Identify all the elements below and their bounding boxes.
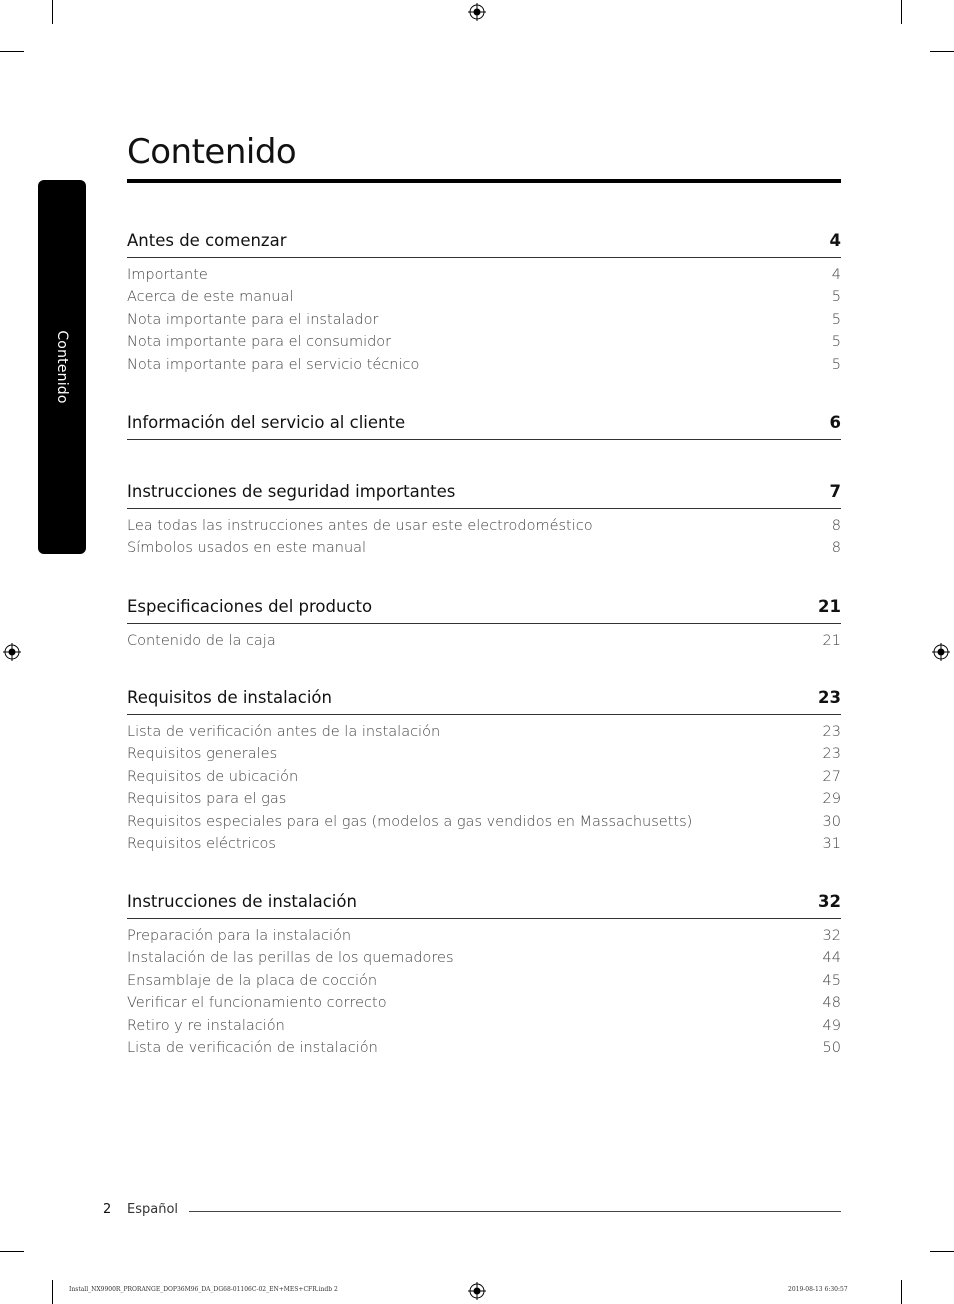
toc-entry-page: 50 — [822, 1040, 841, 1057]
toc-entry[interactable] — [127, 743, 841, 765]
toc-entry-page: 4 — [831, 267, 841, 283]
toc-entry-page: 5 — [831, 311, 841, 328]
toc-entry-text: Instalación de las perillas de los quemadores — [127, 950, 454, 967]
toc-section-page: 4 — [829, 231, 841, 250]
toc-section-heading[interactable] — [127, 688, 841, 715]
toc-entry-page: 21 — [822, 633, 841, 649]
toc-entry[interactable] — [127, 766, 841, 788]
toc-entry-page: 45 — [822, 972, 841, 989]
toc-entry[interactable] — [127, 264, 841, 286]
toc-entry[interactable] — [127, 992, 841, 1014]
crop-mark-bottom-left-h — [0, 1251, 24, 1252]
toc-entry[interactable] — [127, 286, 841, 308]
registration-mark-icon — [932, 643, 950, 661]
toc-entry-text: Lista de verificación antes de la instalación — [127, 724, 441, 740]
toc-entry-page: 23 — [822, 746, 841, 763]
toc-entry-page: 8 — [831, 540, 841, 557]
toc-entry[interactable] — [127, 309, 841, 331]
toc-entry-text: Requisitos para el gas — [127, 791, 287, 808]
crop-mark-bottom-right-v — [901, 1280, 902, 1304]
toc-entry-page: 30 — [822, 813, 841, 830]
toc-entry-text: Contenido de la caja — [127, 633, 276, 649]
toc-section-page: 23 — [818, 688, 841, 707]
toc-section-title: Requisitos de instalación — [127, 688, 332, 707]
toc-entry-text: Preparación para la instalación — [127, 928, 352, 944]
toc-entry[interactable] — [127, 1037, 841, 1059]
crop-mark-top-right-v — [901, 0, 902, 24]
toc-entry[interactable] — [127, 925, 841, 947]
toc-entry-page: 5 — [831, 356, 841, 373]
toc-entry[interactable] — [127, 515, 841, 537]
toc-entry[interactable] — [127, 721, 841, 743]
registration-mark-icon — [3, 643, 21, 661]
toc-entry[interactable] — [127, 970, 841, 992]
toc-entry-page: 27 — [822, 768, 841, 785]
toc-section-page: 6 — [829, 413, 841, 432]
toc-section-page: 21 — [818, 597, 841, 616]
toc-entry[interactable] — [127, 788, 841, 810]
print-slug-file: Install_NX9900R_PRORANGE_DOP36M96_DA_DG68-01106C-02_EN+MES+CFR.indb 2 — [69, 1286, 338, 1293]
toc-entry[interactable] — [127, 1015, 841, 1037]
toc-section-heading[interactable] — [127, 482, 841, 509]
registration-mark-icon — [468, 1282, 486, 1300]
toc-entry-text: Verificar el funcionamiento correcto — [127, 995, 387, 1012]
registration-mark-icon — [468, 3, 486, 21]
toc-entry[interactable] — [127, 811, 841, 833]
toc-entry-text: Símbolos usados en este manual — [127, 540, 367, 557]
crop-mark-bottom-right-h — [930, 1251, 954, 1252]
toc-entry-text: Requisitos de ubicación — [127, 768, 299, 785]
toc-section — [127, 482, 841, 560]
toc-section — [127, 597, 841, 652]
toc-entry[interactable] — [127, 630, 841, 652]
footer-rule — [189, 1211, 841, 1212]
toc-entry-page: 32 — [822, 928, 841, 944]
crop-mark-bottom-left-v — [52, 1280, 53, 1304]
title-rule — [127, 179, 841, 183]
toc-entry-text: Nota importante para el servicio técnico — [127, 356, 420, 373]
toc-entry-text: Requisitos generales — [127, 746, 278, 763]
toc-entry-text: Ensamblaje de la placa de cocción — [127, 972, 378, 989]
toc-section-heading[interactable] — [127, 413, 841, 440]
toc-section-title: Instrucciones de instalación — [127, 892, 357, 911]
toc-section-page: 7 — [829, 482, 841, 501]
toc-entry-page: 31 — [822, 836, 841, 853]
toc-entry-page: 5 — [831, 334, 841, 351]
crop-mark-top-left-v — [52, 0, 53, 24]
toc-section — [127, 413, 841, 440]
toc-entry[interactable] — [127, 947, 841, 969]
toc-entry-page: 5 — [831, 289, 841, 306]
toc-entry[interactable] — [127, 331, 841, 353]
toc-entry-page: 29 — [822, 791, 841, 808]
toc-entry-text: Requisitos eléctricos — [127, 836, 276, 853]
toc-section-title: Especificaciones del producto — [127, 597, 373, 616]
crop-mark-top-left-h — [0, 51, 24, 52]
toc-entry-page: 44 — [822, 950, 841, 967]
toc-section — [127, 688, 841, 855]
toc-section-heading[interactable] — [127, 231, 841, 258]
toc-entry-page: 8 — [831, 518, 841, 534]
side-tab-label: Contenido — [54, 330, 70, 404]
print-slug-timestamp: 2019-08-13 6:30:57 — [788, 1286, 848, 1293]
crop-mark-top-right-h — [930, 51, 954, 52]
toc-entry-text: Importante — [127, 267, 208, 283]
toc-section-page: 32 — [818, 892, 841, 911]
footer-language: Español — [127, 1202, 179, 1217]
toc-section-title: Información del servicio al cliente — [127, 413, 406, 432]
toc-entry-text: Nota importante para el consumidor — [127, 334, 392, 351]
toc-entry-text: Lea todas las instrucciones antes de usar este electrodoméstico — [127, 518, 593, 534]
toc-entry-page: 23 — [822, 724, 841, 740]
toc-entry[interactable] — [127, 537, 841, 559]
toc-entry-text: Nota importante para el instalador — [127, 311, 379, 328]
toc-section-heading[interactable] — [127, 597, 841, 624]
toc-entry-text: Lista de verificación de instalación — [127, 1040, 378, 1057]
toc-section-title: Antes de comenzar — [127, 231, 287, 250]
side-chapter-tab — [38, 180, 86, 554]
toc-entry-page: 48 — [822, 995, 841, 1012]
toc-entry[interactable] — [127, 354, 841, 376]
toc-entry-page: 49 — [822, 1017, 841, 1034]
toc-section-title: Instrucciones de seguridad importantes — [127, 482, 456, 501]
toc-entry-text: Requisitos especiales para el gas (modelos a gas vendidos en Massachusetts) — [127, 813, 693, 830]
toc-section-heading[interactable] — [127, 892, 841, 919]
page-title: Contenido — [127, 132, 297, 172]
footer-page-number: 2 — [103, 1202, 112, 1217]
toc-section — [127, 892, 841, 1059]
toc-entry-text: Acerca de este manual — [127, 289, 294, 306]
toc-section — [127, 231, 841, 376]
toc-entry[interactable] — [127, 833, 841, 855]
toc-entry-text: Retiro y re instalación — [127, 1017, 285, 1034]
